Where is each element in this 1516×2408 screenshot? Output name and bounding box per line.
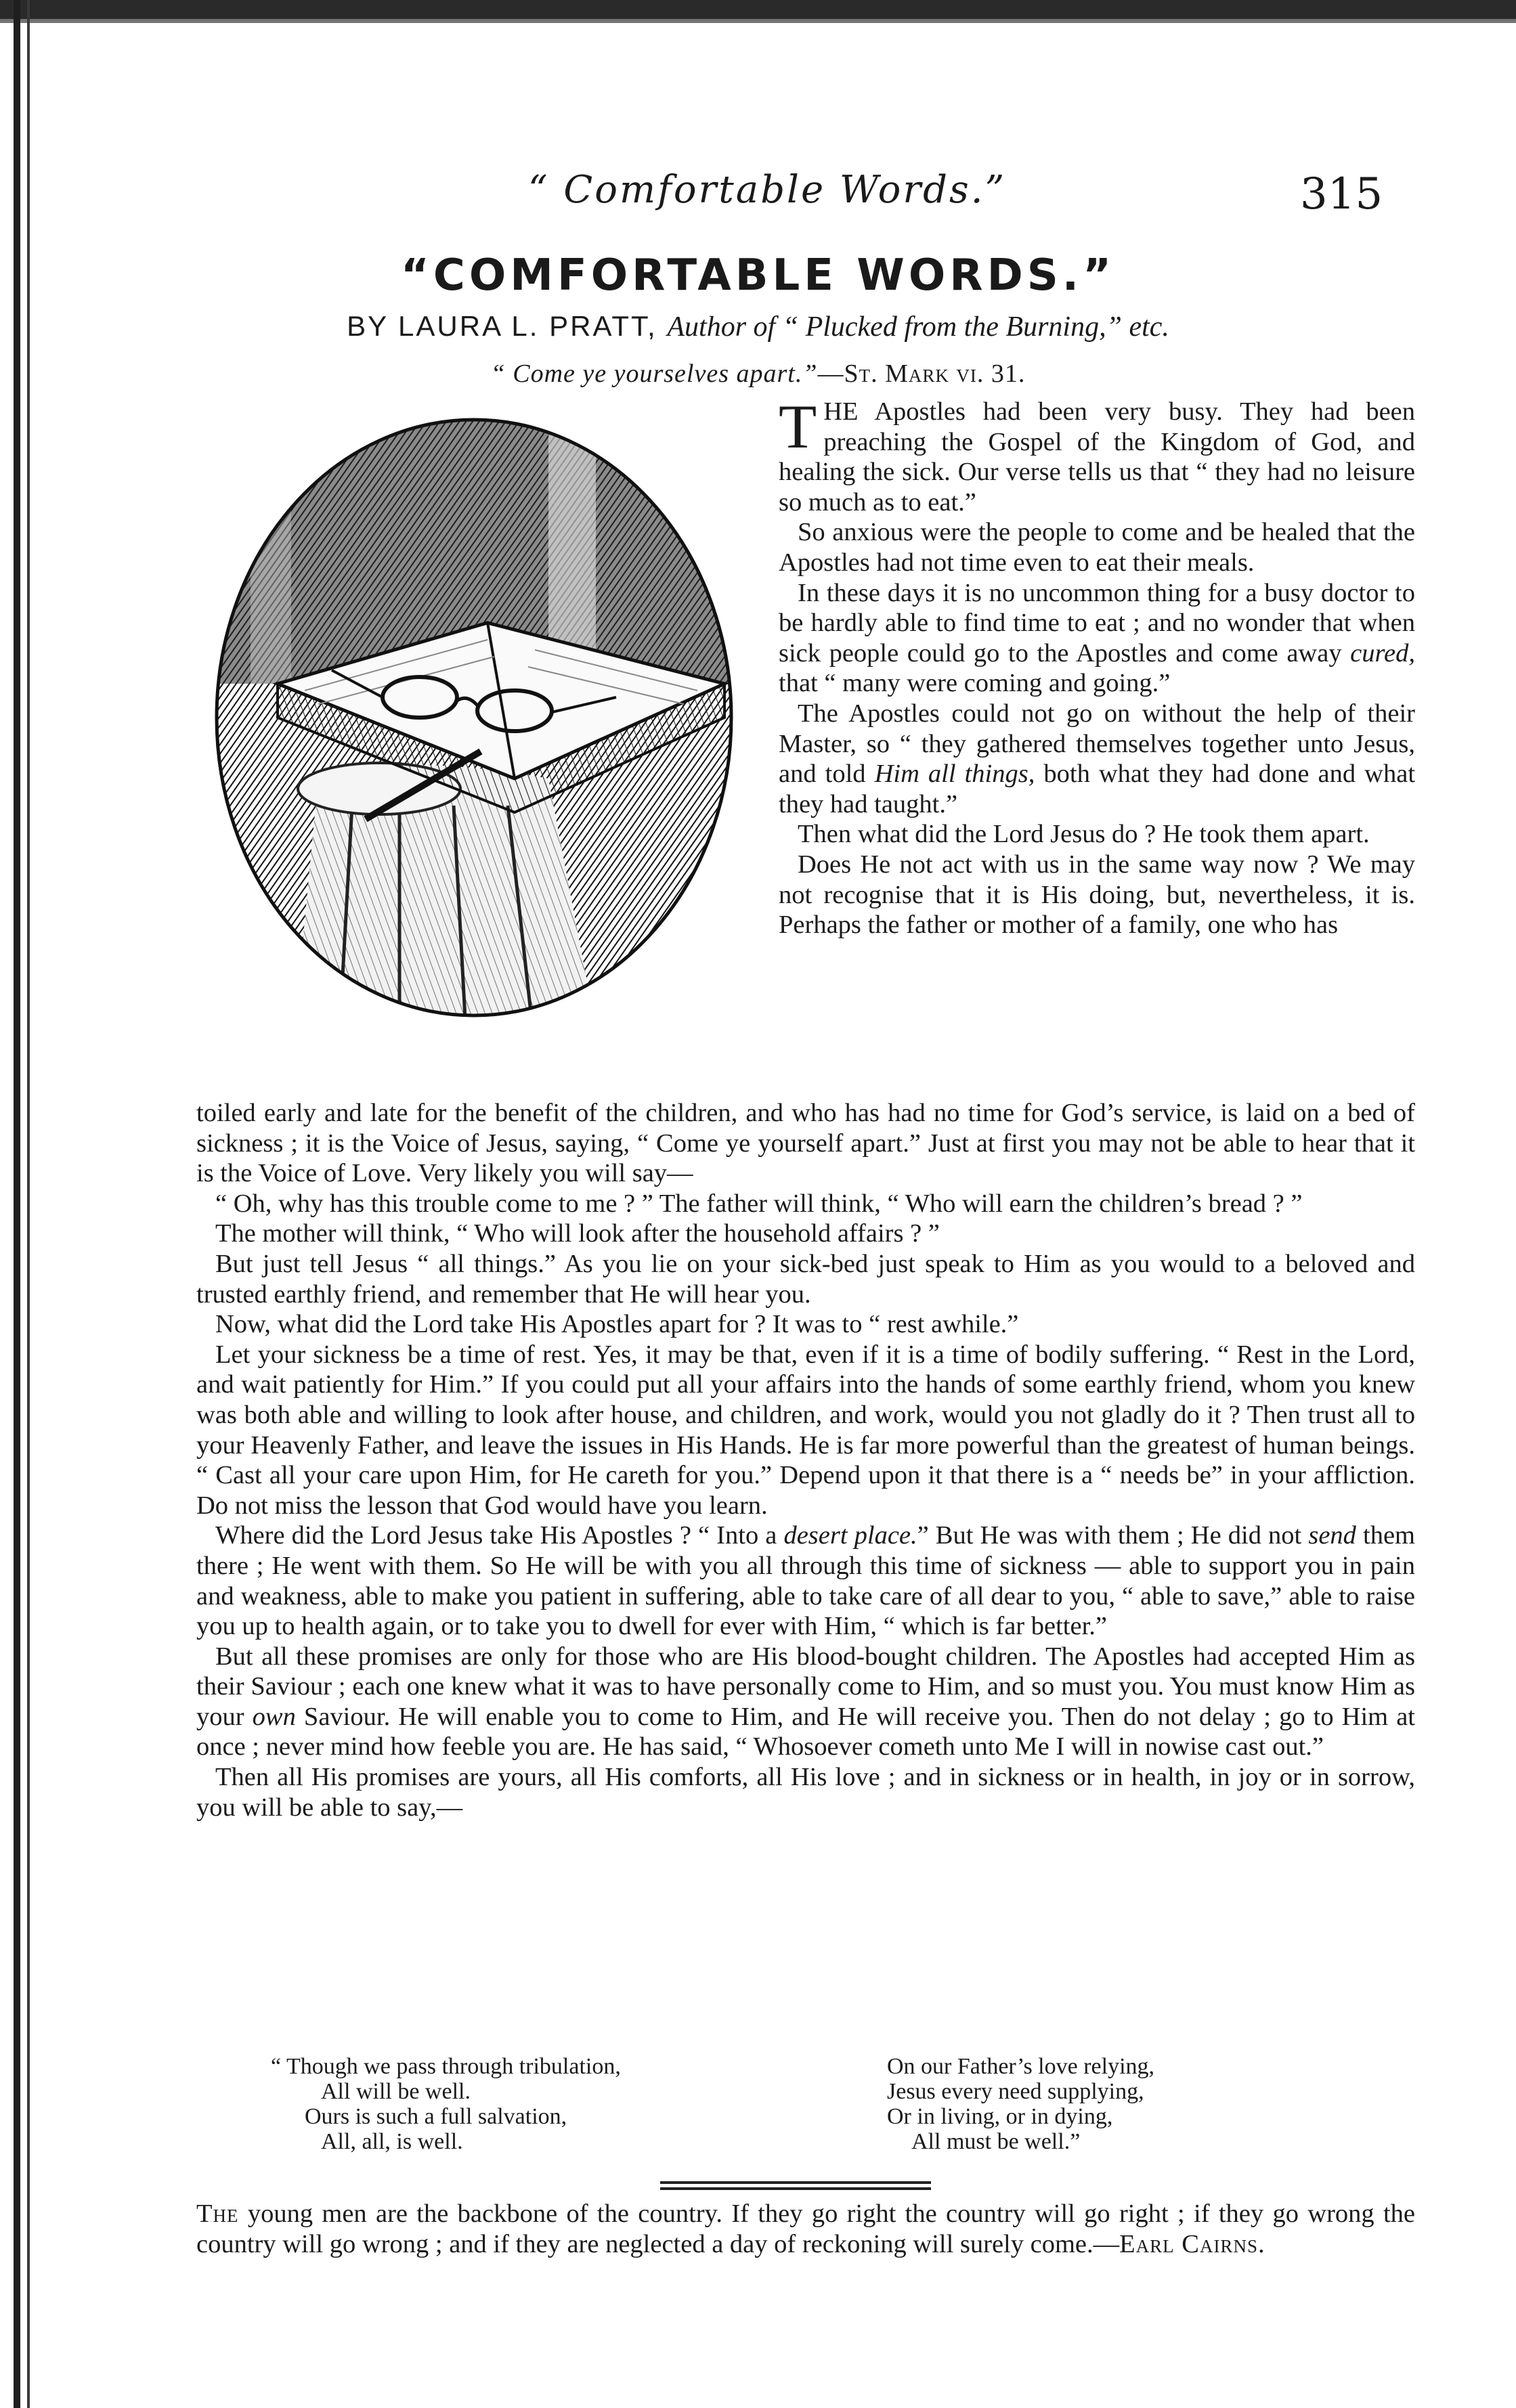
- verse-line: “ Though we pass through tribulation,: [271, 2054, 621, 2079]
- paragraph-7: “ Oh, why has this trouble come to me ? ” The father will think, “ Who will earn the children’s bread ? ”: [215, 1189, 1303, 1218]
- footer-lead: The: [196, 2199, 239, 2228]
- paragraph-13: But all these promises are only for those who are His blood-bought children. The Apostles had accepted Him as their Saviour ; each one knew what it was to have personally come to Him, and so must you. You must know Him as your own Saviour. He will enable you to come to Him, and He will receive you. Then do not delay ; go to Him at once ; never mind how feeble you are. He has said, “ Whosoever cometh unto Me I will in nowise cast out.”: [196, 1642, 1415, 1761]
- paragraph-9: But just tell Jesus “ all things.” As you lie on your sick-bed just speak to Him as you would to a beloved and trusted earthly friend, and remember that He will hear you.: [196, 1249, 1415, 1309]
- author-name: BY LAURA L. PRATT,: [347, 310, 657, 342]
- footer-quote: [196, 2199, 1415, 2259]
- verse-line: Ours is such a full salvation,: [305, 2104, 567, 2129]
- verse-right-stanza: [887, 2054, 1402, 2154]
- byline: [0, 310, 1516, 343]
- verse-line: All, all, is well.: [321, 2129, 463, 2154]
- body-column-right: [779, 392, 1416, 940]
- paragraph-1: THE Apostles had been very busy. They had been preaching the Gospel of the Kingdom of God, and healing the sick. Our verse tells us that “ they had no leisure so much as to eat.”: [779, 392, 1415, 517]
- verse-line: Jesus every need supplying,: [887, 2079, 1144, 2104]
- paragraph-6-start: Does He not act with us in the same way now ? We may not recognise that it is His doing, but, nevertheless, it is. Perhaps the father or mother of a family, one who has: [779, 850, 1415, 940]
- footer-attribution: Earl Cairns.: [1119, 2229, 1265, 2258]
- verse-left-stanza: [271, 2054, 826, 2154]
- page-number: 315: [1300, 169, 1383, 219]
- body-column-full: [196, 1098, 1415, 1822]
- paragraph-2: So anxious were the people to come and be healed that the Apostles had not time even to eat their meals.: [779, 518, 1415, 577]
- epigraph-reference: —St. Mark vi. 31.: [817, 359, 1026, 388]
- section-divider: [660, 2181, 931, 2191]
- verse-line: On our Father’s love relying,: [887, 2054, 1155, 2079]
- paragraph-11: Let your sickness be a time of rest. Yes, it may be that, even if it is a time of bodily suffering. “ Rest in the Lord, and wait patiently for Him.” If you could put all your affairs into the hands of some earthly friend, whom you knew was both able and willing to look after house, and children, and work, would you not gladly do it ? Then trust all to your Heavenly Father, and leave the issues in His Hands. He is far more powerful than the greatest of human beings. “ Cast all your care upon Him, for He careth for you.” Depend upon it that there is a “ needs be” in your affliction. Do not miss the lesson that God would have you learn.: [196, 1340, 1415, 1520]
- running-head: “ Comfortable Words.”: [528, 168, 1007, 212]
- article-title: “COMFORTABLE WORDS.”: [400, 250, 1116, 301]
- paragraph-8: The mother will think, “ Who will look after the household affairs ? ”: [215, 1219, 940, 1248]
- verse-line: All will be well.: [321, 2079, 471, 2104]
- verse-line: Or in living, or in dying,: [887, 2104, 1113, 2129]
- paragraph-14: Then all His promises are yours, all His comforts, all His love ; and in sickness or in health, in joy or in sorrow, you will be able to say,—: [196, 1763, 1415, 1822]
- paragraph-10: Now, what did the Lord take His Apostles apart for ? It was to “ rest awhile.”: [215, 1310, 1019, 1339]
- epigraph: [0, 359, 1516, 389]
- epigraph-quote: “ Come ye yourselves apart.”: [490, 359, 818, 388]
- verse-line: All must be well.”: [911, 2129, 1081, 2154]
- hymn-verse: [196, 2054, 1415, 2155]
- author-credit: Author of “ Plucked from the Burning,” etc.: [667, 311, 1169, 343]
- footer-text: young men are the backbone of the country. If they go right the country will go right ; if they go wrong the country will go wrong ; and if they are neglected a day of reckoning will surely come.—: [196, 2199, 1415, 2258]
- top-border: [0, 0, 1516, 23]
- paragraph-6-cont: toiled early and late for the benefit of the children, and who has had no time for God’s service, is laid on a bed of sickness ; it is the Voice of Jesus, saying, “ Come ye yourself apart.” Just at first you may not be able to hear that it is the Voice of Love. Very likely you will say—: [196, 1099, 1415, 1188]
- paragraph-5: Then what did the Lord Jesus do ? He took them apart.: [798, 820, 1370, 849]
- paragraph-3: In these days it is no uncommon thing for a busy doctor to be hardly able to find time to eat ; and no wonder that when sick people could go to the Apostles and come away cured, that “ many were coming and going.”: [779, 578, 1415, 698]
- book-vignette-illustration: [196, 399, 765, 1076]
- paragraph-4: The Apostles could not go on without the help of their Master, so “ they gathered themselves together unto Jesus, and told Him all things, both what they had done and what they had taught.”: [779, 699, 1416, 818]
- paragraph-12: Where did the Lord Jesus take His Apostles ? “ Into a desert place.” But He was with them ; He did not send them there ; He went with them. So He will be with you all through this time of sickness — able to support you in pain and weakness, able to make you patient in suffering, able to take care of all dear to you, “ able to save,” able to raise you up to health again, or to take you to dwell for ever with Him, “ which is far better.”: [196, 1521, 1415, 1641]
- drop-cap: T: [779, 392, 817, 461]
